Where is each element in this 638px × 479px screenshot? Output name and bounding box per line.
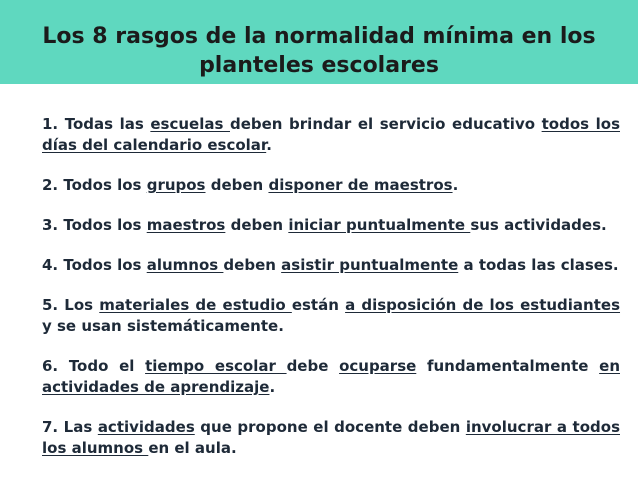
item-text: . xyxy=(266,136,272,154)
item-text: 5. Los xyxy=(42,296,100,314)
item-text: deben xyxy=(225,216,289,234)
item-underlined-text: disponer de maestros xyxy=(268,176,453,194)
item-underlined-text: iniciar puntualmente xyxy=(288,216,471,234)
item-underlined-text: a disposición de los estudiantes xyxy=(345,296,621,314)
list-item-4 xyxy=(42,255,620,276)
list-item-1 xyxy=(42,114,620,156)
item-underlined-text: grupos xyxy=(146,176,206,194)
list-item-3 xyxy=(42,215,620,236)
item-underlined-text: todos los días del calendario escolar xyxy=(42,115,620,154)
item-text: a todas las clases. xyxy=(458,256,619,274)
item-text: 1. Todas las xyxy=(42,115,151,133)
item-underlined-text: ocuparse xyxy=(339,357,417,375)
item-text: 4. Todos los xyxy=(42,256,147,274)
item-text: fundamentalmente xyxy=(416,357,600,375)
item-underlined-text: materiales de estudio xyxy=(99,296,292,314)
list-item-6 xyxy=(42,356,620,398)
item-underlined-text: asistir puntualmente xyxy=(281,256,459,274)
list-item-7 xyxy=(42,417,620,459)
item-text: sus actividades. xyxy=(470,216,607,234)
item-text: deben xyxy=(223,256,282,274)
item-text: . xyxy=(452,176,459,194)
item-text: deben xyxy=(205,176,269,194)
item-text: 2. Todos los xyxy=(42,176,147,194)
item-text: . xyxy=(269,378,276,396)
list-item-5 xyxy=(42,295,620,337)
item-underlined-text: maestros xyxy=(146,216,226,234)
item-underlined-text: involucrar a todos los alumnos xyxy=(42,418,620,457)
item-text: están xyxy=(291,296,346,314)
item-text: y se usan sistemáticamente. xyxy=(42,317,284,335)
item-text: debe xyxy=(286,357,340,375)
item-text: deben brindar el servicio educativo xyxy=(229,115,542,133)
item-underlined-text: en actividades de aprendizaje xyxy=(42,357,620,396)
list-item-2 xyxy=(42,175,620,196)
title-banner xyxy=(0,0,638,84)
item-underlined-text: tiempo escolar xyxy=(145,357,287,375)
item-text: 3. Todos los xyxy=(42,216,147,234)
item-text: que propone el docente deben xyxy=(194,418,466,436)
item-underlined-text: alumnos xyxy=(146,256,224,274)
slide-title: Los 8 rasgos de la normalidad mínima en los planteles escolares xyxy=(42,24,596,78)
rasgos-list xyxy=(42,114,620,478)
item-text: en el aula. xyxy=(148,439,237,457)
item-underlined-text: actividades xyxy=(97,418,195,436)
item-underlined-text: escuelas xyxy=(150,115,230,133)
item-text: 7. Las xyxy=(42,418,98,436)
item-text: 6. Todo el xyxy=(42,357,146,375)
